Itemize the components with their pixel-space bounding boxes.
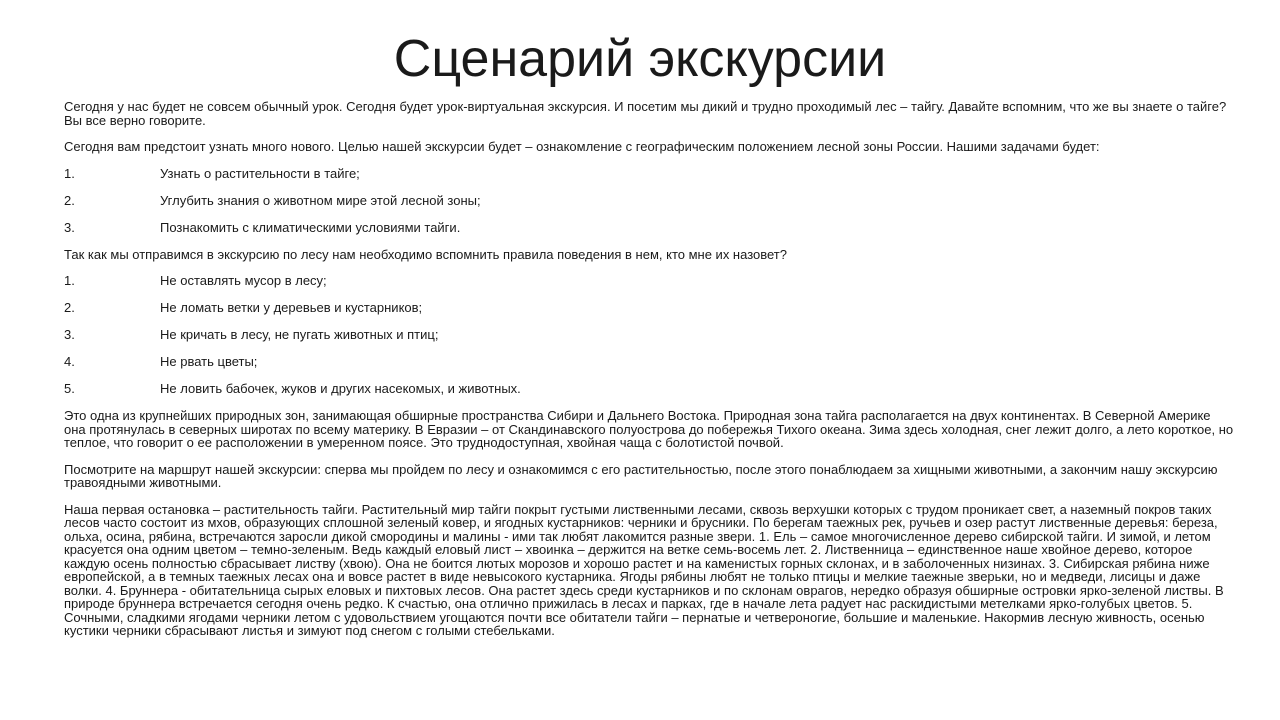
list-item xyxy=(64,328,1234,342)
list-item-number: 2. xyxy=(64,192,75,208)
list-item xyxy=(64,194,1234,208)
list-item-number: 1. xyxy=(64,165,75,181)
zone-paragraph: Это одна из крупнейших природных зон, занимающая обширные пространства Сибири и Дальнего Востока. Природная зона тайга располагается на двух континентах. В Северной Америке она протянулась в северных широтах по всему материку. В Евразии – от Скандинавского полуострова до побережья Тихого океана. Зима здесь холодная, снег лежит долго, а лето короткое, но теплое, что говорит о ее расположении в умеренном поясе. Это труднодоступная, хвойная чаща с болотистой почвой. xyxy=(64,408,1234,450)
list-item-text: Не ломать ветки у деревьев и кустарников; xyxy=(160,300,423,315)
list-item xyxy=(64,301,1234,315)
intro-paragraph: Сегодня у нас будет не совсем обычный урок. Сегодня будет урок-виртуальная экскурсия. И посетим мы дикий и трудно проходимый лес – тайгу. Давайте вспомним, что же вы знаете о тайге? Вы все верно говорите. xyxy=(64,99,1227,128)
route-paragraph: Посмотрите на маршрут нашей экскурсии: сперва мы пройдем по лесу и ознакомимся с его растительностью, после этого понаблюдаем за хищными животными, а закончим нашу экскурсию травоядными животными. xyxy=(64,461,1218,490)
list-item xyxy=(64,167,1234,181)
list-item-text: Не оставлять мусор в лесу; xyxy=(160,273,327,288)
first-stop-paragraph: Наша первая остановка – растительность тайги. Растительный мир тайги покрыт густыми лиственными лесами, сквозь верхушки которых с трудом проникает свет, а наземный покров таких лесов часто состоит из мхов, образующих сплошной зеленый ковер, и ягодных кустарников: черники и брусники. По берегам таежных рек, ручьев и озер растут лиственные деревья: береза, ольха, осина, рябина, встречаются заросли дикой смородины и малины - ими так любят лакомится разные звери. 1. Ель – самое многочисленное дерево сибирской тайги. И зимой, и летом красуется она одним цветом – темно-зеленым. Ведь каждый еловый лист – хвоинка – держится на ветке семь-восемь лет. 2. Лиственница – единственное наше хвойное дерево, которое каждую осень полностью сбрасывает листву (хвою). Она не боится лютых морозов и хорошо растет и на каменистых горных склонах, и в заболоченных низинах. 3. Сибирская рябина ниже европейской, а в темных таежных лесах она и вовсе растет в виде невысокого кустарника. Ягоды рябины любят не только птицы и мелкие таежные зверьки, но и медведи, лисицы и даже волки. 4. Бруннера - обитательница сырых еловых и пихтовых лесов. Она растет здесь среди кустарников и по склонам оврагов, нередко образуя обширные островки ярко-зеленой листвы. В природе бруннера встречается сегодня очень редко. К счастью, она отлично прижилась в лесах и парках, где в начале лета радует нас раскидистыми метелками ярко-голубых цветов. 5. Сочными, сладкими ягодами черники летом с удовольствием угощаются почти все обитатели тайги – пернатые и четвероногие, большие и маленькие. Накормив лесную живность, осенью кустики черники сбрасывают листья и зимуют под снегом с голыми стебельками. xyxy=(64,501,1224,638)
list-item-text: Не кричать в лесу, не пугать животных и птиц; xyxy=(160,327,439,342)
list-item-number: 3. xyxy=(64,327,75,342)
goal-paragraph: Сегодня вам предстоит узнать много нового. Целью нашей экскурсии будет – ознакомление с географическим положением лесной зоны России. Нашими задачами будет: xyxy=(64,139,1100,154)
list-item-text: Углубить знания о животном мире этой лесной зоны; xyxy=(160,192,481,208)
list-item-number: 1. xyxy=(64,273,75,288)
list-item-text: Не ловить бабочек, жуков и других насекомых, и животных. xyxy=(160,381,521,396)
list-item-number: 4. xyxy=(64,354,75,369)
list-item-text: Узнать о растительности в тайге; xyxy=(160,165,360,181)
list-item xyxy=(64,274,1234,288)
list-item-text: Познакомить с климатическими условиями тайги. xyxy=(160,219,461,235)
list-item-number: 5. xyxy=(64,381,75,396)
list-item xyxy=(64,221,1234,235)
slide-title: Сценарий экскурсии xyxy=(393,30,887,88)
list-item xyxy=(64,355,1234,369)
slide-content xyxy=(64,100,1234,651)
list-item xyxy=(64,382,1234,396)
list-item-text: Не рвать цветы; xyxy=(160,354,258,369)
rules-intro-paragraph: Так как мы отправимся в экскурсию по лесу нам необходимо вспомнить правила поведения в нем, кто мне их назовет? xyxy=(64,246,787,262)
list-item-number: 2. xyxy=(64,300,75,315)
rules-list xyxy=(64,274,1234,396)
list-item-number: 3. xyxy=(64,219,75,235)
tasks-list xyxy=(64,167,1234,235)
